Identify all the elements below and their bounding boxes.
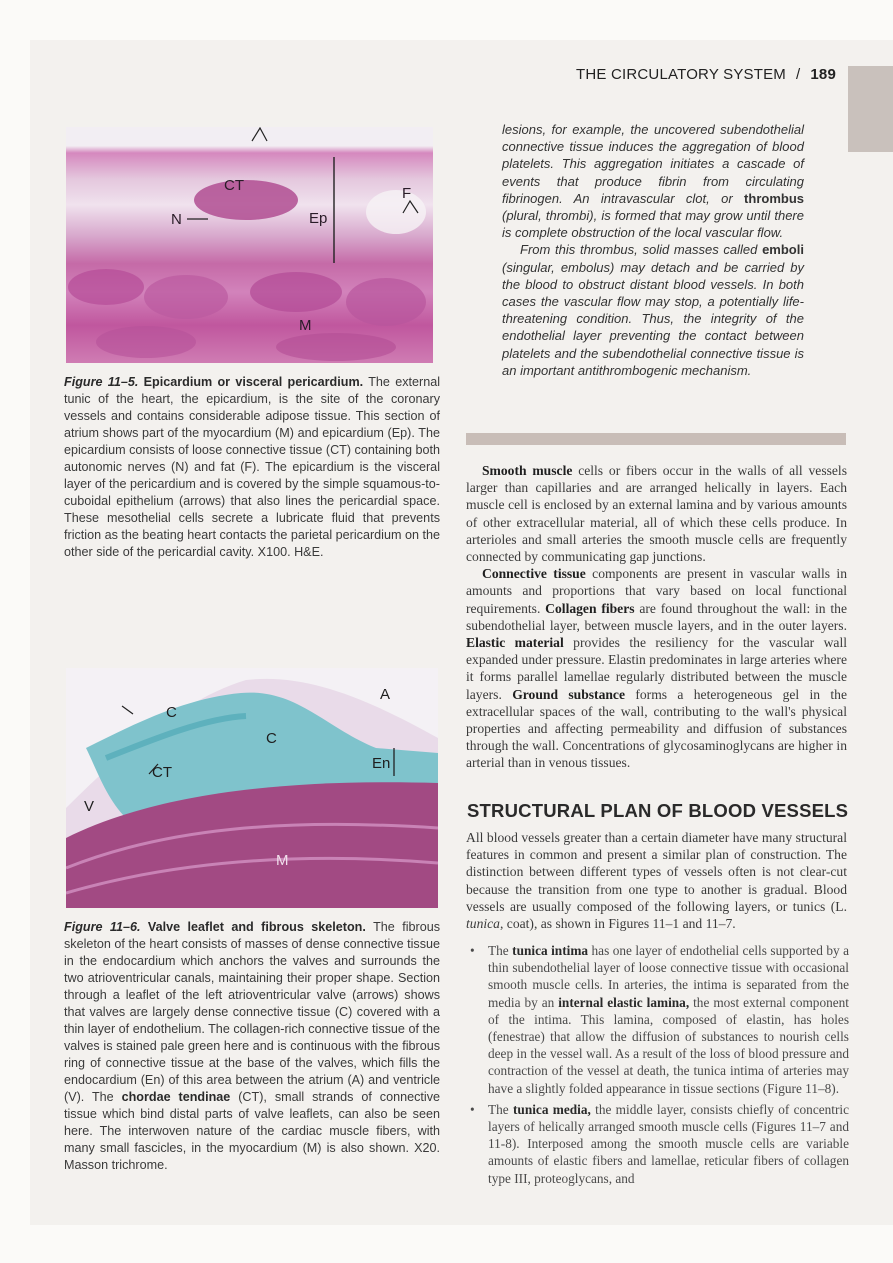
paragraph-smooth-muscle <box>466 462 847 565</box>
label-c-upper: C <box>166 704 177 721</box>
term-tunica-media: tunica media, <box>513 1101 591 1117</box>
thumb-tab <box>848 66 893 152</box>
list-item-tunica-media <box>466 1101 849 1187</box>
header-separator: / <box>796 66 801 83</box>
body-text: the most external component of the intima. This lamina, composed of elastin, has holes (fenestrae) that allow the diffusion of substances to nourish cells deep in the vessel wall. As a result of the loss of blood pressure and contraction of the vessel at death, the tunica intima of arteries may have a slightly folded appearance in tissue sections (Figure 11–8). <box>488 994 849 1096</box>
vessel-wall-components-text <box>466 462 847 772</box>
body-text: the middle layer, consists chiefly of concentric layers of helically arranged smooth muscle cells (Figures 11–7 and 11-8). Interposed among the smooth muscle cells are variable amounts of elastic fibers and lamellae, reticular fibers of collagen type III, proteoglycans, and <box>488 1101 849 1186</box>
label-ct: CT <box>152 764 172 781</box>
label-v: V <box>84 798 95 815</box>
body-text: provides the resiliency for the vascular wall expanded under pressure. Elastin predominates in large arteries where it forms parallel lamellae regularly distributed between the muscle layers. <box>466 635 847 702</box>
term-smooth-muscle: Smooth muscle <box>482 463 573 478</box>
term-internal-elastic-lamina: internal elastic lamina, <box>558 994 690 1010</box>
box-text: From this thrombus, solid masses called <box>520 242 758 258</box>
body-text: forms a heterogeneous gel in the extracellular spaces of the wall, contributing to the wall's physical properties and affecting permeability and diffusion of substances through the wall. Concentrations of glycosaminoglycans are higher in arterial than in venous tissues. <box>466 686 848 771</box>
figure-valve-leaflet-micrograph <box>66 668 438 908</box>
box-text: (singular, embolus) may detach and be carried by the blood to obstruct distant blood vessels. In both cases the vascular flow may stop, a potentially life-threatening condition. Thus, the integrity of the endothelial layer preventing the contact between platelets and the subendothelial connective tissue is an important antithrombogenic mechanism. <box>502 259 804 378</box>
caption-number: Figure 11–6. <box>64 920 141 934</box>
label-ep: Ep <box>309 210 328 227</box>
label-en: En <box>372 755 391 772</box>
bullet-icon: • <box>470 1101 475 1117</box>
paragraph-intro <box>466 829 847 932</box>
label-a: A <box>380 686 391 703</box>
term-connective-tissue: Connective tissue <box>482 566 586 582</box>
box-text: (plural, thrombi), is formed that may grow until there is complete obstruction of the local vascular flow. <box>502 208 804 241</box>
body-text: The <box>488 943 509 958</box>
section-heading: STRUCTURAL PLAN OF BLOOD VESSELS <box>467 800 849 821</box>
box-term-thrombus: thrombus <box>744 190 804 206</box>
label-c-lower: C <box>266 730 277 747</box>
term-elastic-material: Elastic material <box>466 635 564 651</box>
caption-term: chordae tendinae <box>121 1090 231 1104</box>
caption-text-before: The fibrous skeleton of the heart consists of masses of dense connective tissue in the endocardium which anchors the valves and surrounds the two atrioventricular canals, maintaining their proper shape. Section through a leaflet of the left atrioventricular valve (arrows) shows that valves are largely dense connective tissue (C) covered with a thin layer of endothelium. The collagen-rich connective tissue of the valves is stained pale green here and is continuous with the fibrous ring of connective tissue at the base of the valves, which fills the endocardium (En) of this area between the atrium (A) and ventricle (V). The <box>64 920 440 1104</box>
caption-number: Figure 11–5. <box>64 375 139 389</box>
box-text: lesions, for example, the uncovered subendothelial connective tissue induces the aggregation of blood platelets. This aggregation initiates a cascade of events that produce fibrin from circulating fibrinogen. An intravascular clot, or <box>502 122 804 206</box>
term-tunica-intima: tunica intima <box>512 943 589 958</box>
box-paragraph-1 <box>502 121 804 241</box>
body-text: , coat), as shown in Figures 11–1 and 11–7. <box>499 916 736 932</box>
running-header <box>576 66 836 83</box>
caption-text-after: (CT), small strands of connective tissue which bind distal parts of valve leaflets, can also be seen here. The interwoven nature of the cardiac muscle fibers, with many small fascicles, in the myocardium (M) is also shown. X20. Masson trichrome. <box>64 1090 440 1172</box>
body-text: The <box>488 1101 509 1117</box>
body-text: cells or fibers occur in the walls of all vessels larger than capillaries and are arranged helically in layers. Each muscle cell is enclosed by an external lamina and by various amounts of other extracellular material, all of which these cells produce. In arterioles and small arteries the smooth muscle cells are frequently connected by communicating gap junctions. <box>466 463 847 565</box>
structural-plan-intro <box>466 829 847 932</box>
box-divider <box>466 433 846 445</box>
paragraph-connective-tissue <box>466 565 847 771</box>
label-n: N <box>171 211 182 228</box>
figure-11-6-caption <box>64 919 440 1174</box>
term-collagen-fibers: Collagen fibers <box>545 600 635 616</box>
caption-title: Epicardium or visceral pericardium. <box>143 375 364 389</box>
label-f: F <box>402 185 412 202</box>
bullet-icon: • <box>470 943 475 958</box>
caption-title: Valve leaflet and fibrous skeleton. <box>147 920 366 934</box>
label-m: M <box>276 852 289 869</box>
label-m: M <box>299 317 312 334</box>
body-text: All blood vessels greater than a certain diameter have many structural features in common and present a similar plan of construction. The distinction between different types of vessels often is not clear-cut because the transition from one type to another is gradual. Blood vessels are usually composed of the following layers, or tunics (L. <box>466 830 847 914</box>
tunics-list <box>466 942 849 1191</box>
body-text: has one layer of endothelial cells supported by a thin subendothelial layer of loose connective tissue with occasional smooth muscle cells. In arteries, the intima is separated from the media by an <box>488 943 849 1010</box>
caption-text: The external tunic of the heart, the epicardium, is the site of the coronary vessels and contains considerable adipose tissue. This section of atrium shows part of the myocardium (M) and epicardium (Ep). The epicardium consists of loose connective tissue (CT) containing both autonomic nerves (N) and fat (F). The epicardium is the visceral layer of the pericardium and is covered by the simple squamous-to-cuboidal epithelium (arrows) that also lines the pericardial space. These mesothelial cells secrete a lubricate fluid that prevents friction as the beating heart contacts the parietal pericardium on the other side of the pericardial cavity. X100. H&E. <box>64 375 441 559</box>
term-tunica: tunica <box>466 916 500 932</box>
list-item-tunica-intima <box>466 942 849 1097</box>
body-text: are found throughout the wall: in the subendothelial layer, between muscle layers, and in the outer layers. <box>466 600 848 633</box>
page-number: 189 <box>810 66 837 83</box>
medical-application-box <box>502 121 804 379</box>
header-title: THE CIRCULATORY SYSTEM <box>576 66 786 83</box>
figure-epicardium-micrograph <box>66 127 433 363</box>
box-paragraph-2 <box>502 241 804 379</box>
body-text: components are present in vascular walls in amounts and proportions that vary based on local functional requirements. <box>466 566 848 616</box>
figure-11-5-caption <box>64 374 440 561</box>
micrograph-valve-image <box>66 668 438 908</box>
term-ground-substance: Ground substance <box>512 686 626 702</box>
label-ct: CT <box>224 177 244 194</box>
micrograph-epicardium-image <box>66 127 433 363</box>
box-term-emboli: emboli <box>762 242 804 258</box>
